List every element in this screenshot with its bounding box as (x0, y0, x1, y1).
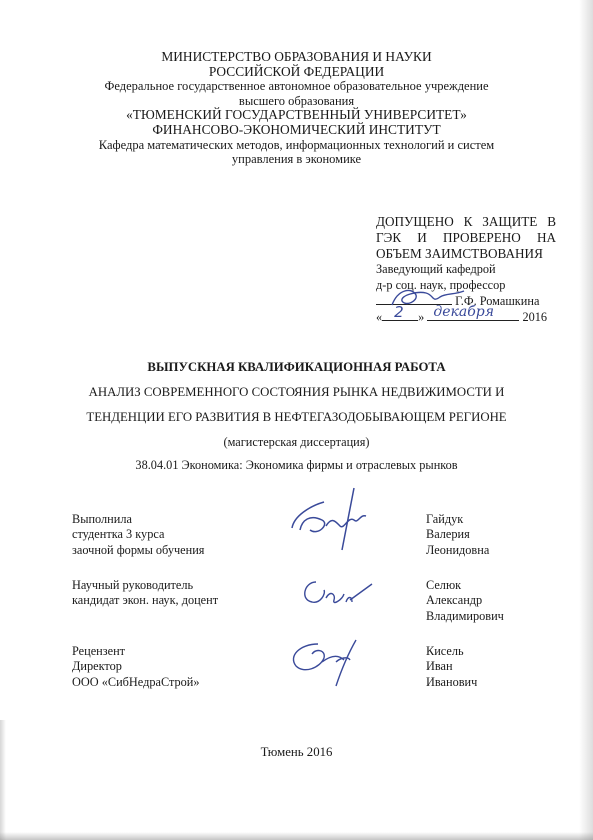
topic-line-1: АНАЛИЗ СОВРЕМЕННОГО СОСТОЯНИЯ РЫНКА НЕДВИЖИМОСТИ И (88, 385, 505, 399)
approval-line-3: ОБЪЕМ ЗАИМСТВОВАНИЯ (376, 246, 543, 261)
city-year: Тюмень 2016 (260, 745, 333, 759)
author-signature-icon (280, 486, 380, 556)
head-position: Заведующий кафедрой (376, 262, 496, 276)
date-close-quote: » (418, 310, 425, 324)
date-open-quote: « (376, 310, 383, 324)
ministry-line-1: МИНИСТЕРСТВО ОБРАЗОВАНИЯ И НАУКИ (161, 49, 432, 64)
department-line-1: Кафедра математических методов, информационных технологий и систем (98, 137, 495, 152)
education-level-line: высшего образования (238, 93, 355, 108)
work-type-title: ВЫПУСКНАЯ КВАЛИФИКАЦИОННАЯ РАБОТА (147, 360, 446, 374)
reviewer-name: Кисель Иван Иванович (426, 644, 478, 689)
approval-line-1: ДОПУЩЕНО К ЗАЩИТЕ В (376, 214, 556, 229)
scan-edge-right (579, 0, 593, 840)
date-day: 2 (394, 303, 404, 321)
scan-edge-bottom (0, 832, 593, 840)
approval-block (376, 214, 556, 326)
reviewer-signature-icon (278, 634, 378, 694)
approval-line-2: ГЭК И ПРОВЕРЕНО НА (376, 230, 556, 245)
supervisor-signature-icon (286, 570, 386, 620)
supervisor-role: Научный руководитель кандидат экон. наук, доцент (72, 578, 219, 608)
study-program: 38.04.01 Экономика: Экономика фирмы и отраслевых рынков (135, 458, 458, 472)
signature-row-reviewer (72, 644, 532, 710)
institute-name: ФИНАНСОВО-ЭКОНОМИЧЕСКИЙ ИНСТИТУТ (152, 121, 441, 137)
topic-line-2: ТЕНДЕНЦИИ ЕГО РАЗВИТИЯ В НЕФТЕГАЗОДОБЫВАЮЩЕМ РЕГИОНЕ (86, 410, 507, 424)
author-name: Гайдук Валерия Леонидовна (426, 512, 490, 557)
department-line-2: управления в экономике (231, 152, 362, 167)
approval-date (376, 303, 556, 326)
scan-edge-left (0, 720, 6, 840)
institution-type-line: Федеральное государственное автономное образовательное учреждение (104, 79, 489, 94)
date-year: 2016 (522, 310, 548, 324)
head-name: Г.Ф. Ромашкина (455, 294, 540, 308)
signatures-table (72, 512, 532, 710)
supervisor-name: Селюк Александр Владимирович (426, 578, 504, 623)
date-month: декабря (433, 304, 495, 320)
institution-header (0, 50, 593, 167)
head-degree: д-р соц. наук, профессор (376, 277, 506, 292)
reviewer-role: Рецензент Директор ООО «СибНедраСтрой» (72, 644, 200, 689)
work-subtype: (магистерская диссертация) (223, 435, 370, 449)
signature-row-author (72, 512, 532, 578)
ministry-line-2: РОССИЙСКОЙ ФЕДЕРАЦИИ (208, 63, 385, 79)
university-name: «ТЮМЕНСКИЙ ГОСУДАРСТВЕННЫЙ УНИВЕРСИТЕТ» (126, 107, 467, 123)
title-block (0, 360, 593, 473)
author-role: Выполнила студентка 3 курса заочной формы обучения (72, 512, 205, 557)
